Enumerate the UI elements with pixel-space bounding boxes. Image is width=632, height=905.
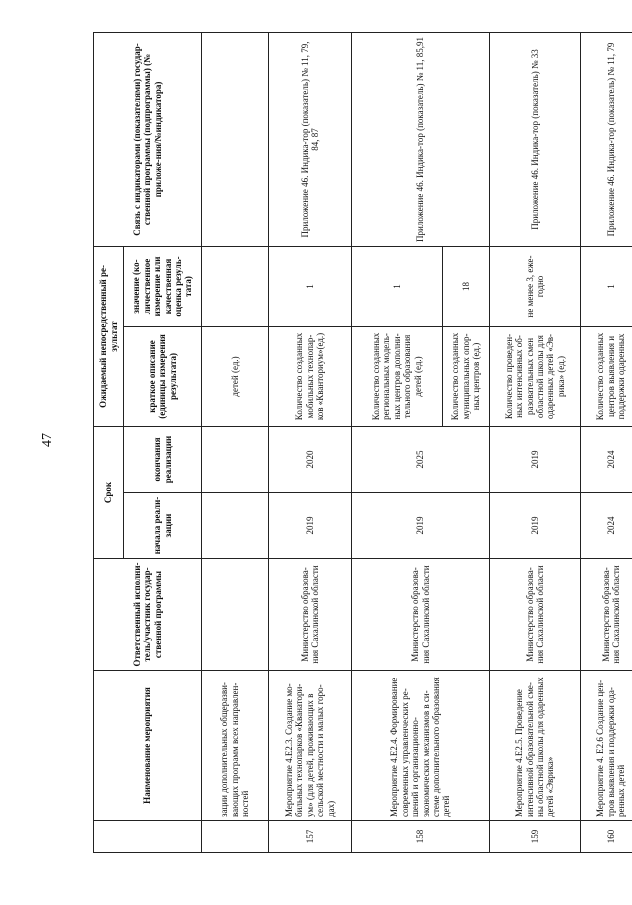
row-result-desc: Количество созданных центров выявления и поддержки одаренных xyxy=(581,326,632,426)
row-start: 2024 xyxy=(581,493,632,559)
row-end: 2020 xyxy=(269,426,352,492)
row-result-value: 1 xyxy=(352,246,443,326)
header-result: Ожидаемый непосредственный ре-зультат xyxy=(94,246,124,426)
row-result-desc: Количество созданных региональных модель-ных центров дополни-тельного образования детей (ед.) xyxy=(352,326,443,426)
row-num xyxy=(202,821,269,853)
row-result-desc: Количество созданных мобильных технопар-ков «Кванториум»(ед.) xyxy=(269,326,352,426)
row-name: Мероприятие 4.E2.3. Создание мо-бильных технопарков «Кванатори-ум» (для детей, проживающих в сельской местности и малых горо-дах) xyxy=(269,671,352,821)
row-num: 159 xyxy=(490,821,581,853)
row-start: 2019 xyxy=(490,493,581,559)
row-end: 2019 xyxy=(490,426,581,492)
row-responsible xyxy=(202,559,269,671)
row-link xyxy=(202,32,269,246)
header-term: Срок xyxy=(94,426,124,558)
row-responsible: Министерство образова-ния Сахалинской области xyxy=(269,559,352,671)
row-start xyxy=(202,493,269,559)
row-responsible: Министерство образова-ния Сахалинской области xyxy=(490,559,581,671)
row-name: Мероприятие 4.E2.4. Формирование современных управленческих ре-шений и организационно-экономических механизмов в си-стеме дополнительного образования детей xyxy=(352,671,490,821)
row-link: Приложение 46. Индика-тор (показатель) № 11, 79, 84, 87 xyxy=(269,32,352,246)
row-result-value: 1 xyxy=(581,246,632,326)
program-activities-table xyxy=(93,32,632,853)
row-name: Мероприятие 4. Е2.6 Создание цен-тров выявления и поддержки ода-ренных детей xyxy=(581,671,632,821)
row-result-value: 1 xyxy=(269,246,352,326)
header-num xyxy=(94,821,202,853)
header-responsible: Ответственный исполни-тель/участник государ-ственной программы xyxy=(94,559,202,671)
row-result-desc: детей (ед.) xyxy=(202,326,269,426)
row-num: 160 xyxy=(581,821,632,853)
row-num: 158 xyxy=(352,821,490,853)
row-start: 2019 xyxy=(352,493,490,559)
header-name: Наименование мероприятия xyxy=(94,671,202,821)
row-responsible: Министерство образова-ния Сахалинской области xyxy=(352,559,490,671)
row-result-value: не менее 3, еже-годно xyxy=(490,246,581,326)
table-row xyxy=(490,32,581,852)
header-result-desc: краткое описание (единицы измерения результата) xyxy=(124,326,202,426)
page-number: 47 xyxy=(40,433,55,447)
row-end: 2025 xyxy=(352,426,490,492)
header-term-end: окончания реализации xyxy=(124,426,202,492)
row-num: 157 xyxy=(269,821,352,853)
table-row xyxy=(581,32,632,852)
row-end xyxy=(202,426,269,492)
header-term-start: начала реали-зации xyxy=(124,493,202,559)
row-link: Приложение 46. Индика-тор (показатель) № 33 xyxy=(490,32,581,246)
row-link: Приложение 46. Индика-тор (показатель) № 11, 79 xyxy=(581,32,632,246)
row-name: зации дополнительных общеразви-вающих программ всех направлен-ностей xyxy=(202,671,269,821)
row-result-desc: Количество созданных муниципальных опор-ных центров (ед.) xyxy=(443,326,490,426)
row-end: 2024 xyxy=(581,426,632,492)
header-result-value: значение (ко-личественное измерение или качественная оценка резуль-тата) xyxy=(124,246,202,326)
row-start: 2019 xyxy=(269,493,352,559)
row-responsible: Министерство образова-ния Сахалинской области xyxy=(581,559,632,671)
row-result-value: 18 xyxy=(443,246,490,326)
table-row xyxy=(202,32,269,852)
rotated-table-container xyxy=(93,33,632,853)
table-row xyxy=(352,32,443,852)
table-row xyxy=(269,32,352,852)
row-result-desc: Количество проведен-ных интенсивных об-разовательных смен областной школы для одаренных детей «Эв-рика» (ед.) xyxy=(490,326,581,426)
row-result-value xyxy=(202,246,269,326)
row-name: Мероприятие 4.E2.5. Проведение интенсивной образовательной сме-ны областной школы для одаренных детей «Эврика» xyxy=(490,671,581,821)
row-link: Приложение 46. Индика-тор (показатель) № 11, 85,91 xyxy=(352,32,490,246)
header-link: Связь с индикаторами (показателями) государ-ственной программы (подпрограммы) (№ приложе-ния/№индикатора) xyxy=(94,32,202,246)
